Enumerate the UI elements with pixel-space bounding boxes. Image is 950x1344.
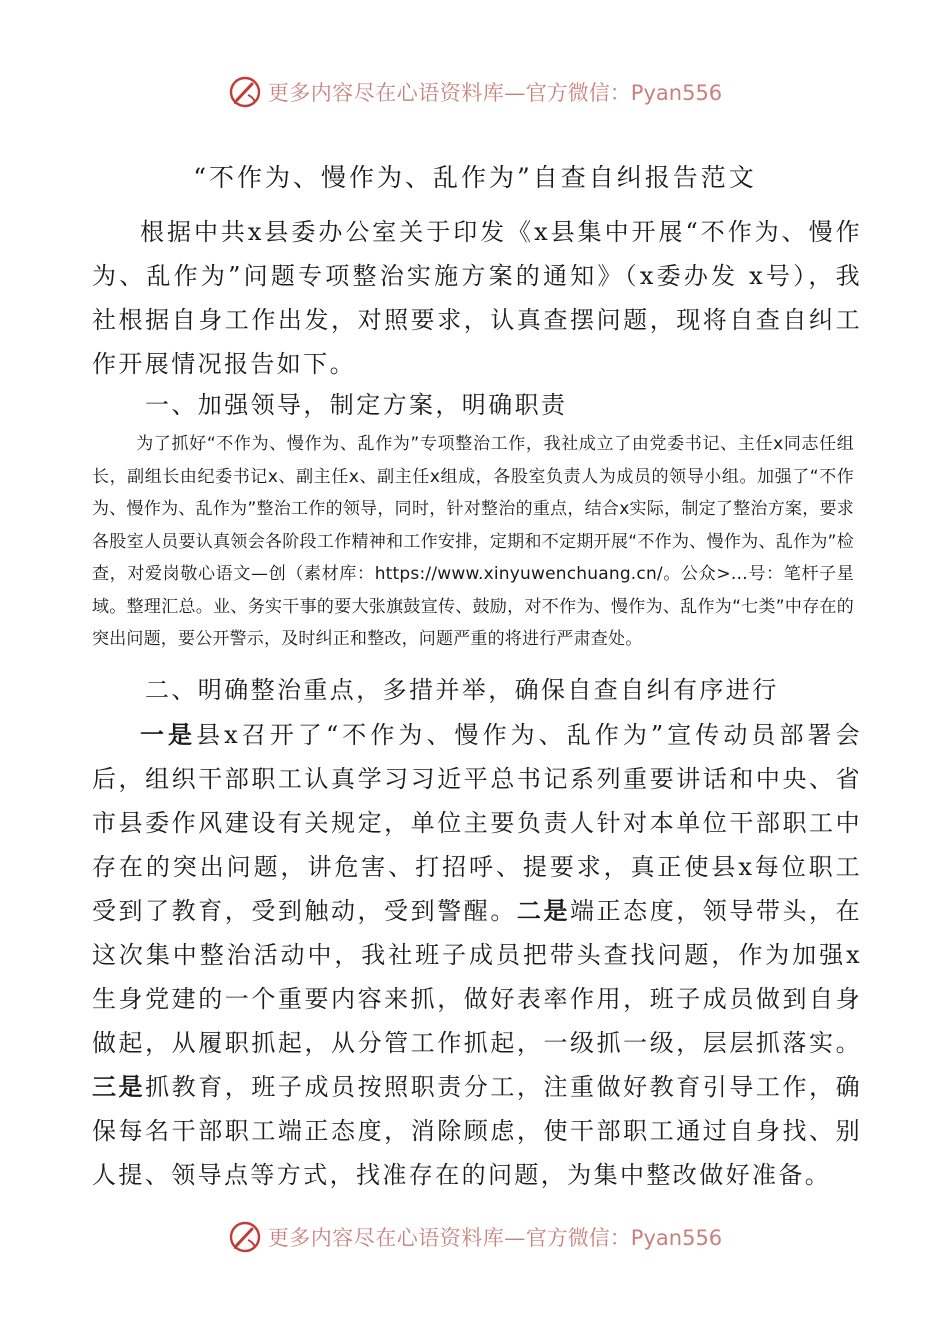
text-first: 县x召开了“不作为、慢作为、乱作为”宣传动员部署会后，组织干部职工认真学习习近平总书记系列重要讲话和中央、省市县委作风建设有关规定，单位主要负责人针对本单位干部职工中存在的突出问题，讲危害、打招呼、提要求，真正使县x每位职工受到了教育，受到触动，受到警醒。 (92, 721, 862, 925)
section1-heading: 一、加强领导，制定方案，明确职责 (145, 391, 568, 419)
watermark-site-text: 更多内容尽在心语资料库— (267, 1226, 526, 1250)
pen-logo-icon (228, 1220, 262, 1254)
lead-second: 二是 (516, 897, 571, 925)
section2-heading: 二、明确整治重点，多措并举，确保自查自纠有序进行 (145, 676, 779, 704)
text-second: 端正态度，领导带头，在这次集中整治活动中，我社班子成员把带头查找问题，作为加强x生身党建的一个重要内容来抓，做好表率作用，班子成员做到自身做起，从履职抓起，从分管工作抓起，一级抓一级，层层抓落实。 (92, 897, 862, 1057)
intro-paragraph: 根据中共x县委办公室关于印发《x县集中开展“不作为、慢作为、乱作为”问题专项整治实施方案的通知》（x委办发 x号），我社根据自身工作出发，对照要求，认真查摆问题，现将自查自纠工作开展情况报告如下。 (92, 218, 862, 378)
lead-third: 三是 (92, 1073, 146, 1101)
lead-first: 一是 (140, 721, 197, 749)
watermark-wechat-text: 官方微信：Pyan556 (525, 1226, 723, 1250)
section2-body (92, 713, 862, 1197)
section1-body: 为了抓好“不作为、慢作为、乱作为”专项整治工作，我社成立了由党委书记、主任x同志任组长，副组长由纪委书记x、副主任x、副主任x组成，各股室负责人为成员的领导小组。加强了“不作为、慢作为、乱作为”整治工作的领导，同时，针对整治的重点，结合x实际，制定了整治方案，要求各股室人员要认真领会各阶段工作精神和工作安排，定期和不定期开展“不作为、慢作为、乱作为”检查，对爱岗敬心语文—创（素材库：https://www.xinyuwenchuang.cn/。公众>…号：笔杆子星域。整理汇总。业、务实干事的要大张旗鼓宣传、鼓励，对不作为、慢作为、乱作为“七类”中存在的突出问题，要公开警示，及时纠正和整改，问题严重的将进行严肃查处。 (92, 434, 854, 649)
watermark-header (0, 72, 950, 112)
pen-logo-icon (228, 75, 262, 109)
text-third: 抓教育，班子成员按照职责分工，注重做好教育引导工作，确保每名干部职工端正态度，消除顾虑，使干部职工通过自身找、别人提、领导点等方式，找准存在的问题，为集中整改做好准备。 (92, 1073, 862, 1189)
watermark-footer (0, 1217, 950, 1257)
document-title: “不作为、慢作为、乱作为”自查自纠报告范文 (193, 163, 757, 192)
watermark-wechat-text: 官方微信：Pyan556 (525, 81, 723, 105)
watermark-site-text: 更多内容尽在心语资料库— (267, 81, 526, 105)
